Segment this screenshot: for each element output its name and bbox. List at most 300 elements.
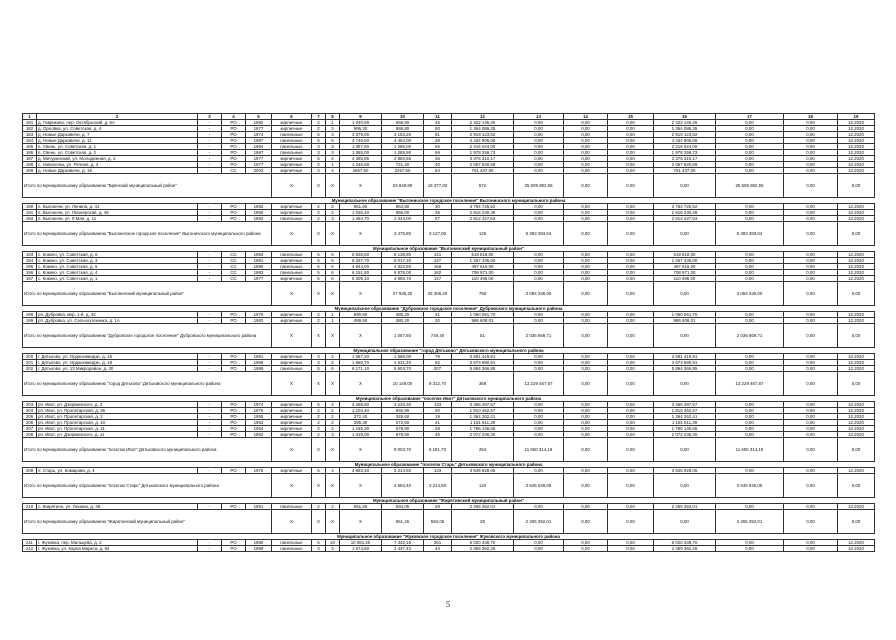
table-cell: 0,00 [514, 126, 564, 132]
table-cell: 1970 [246, 312, 272, 318]
row-number-cell: 182 [23, 126, 37, 132]
table-cell: 12.2020 [838, 210, 875, 216]
table-cell: 0,00 [564, 312, 608, 318]
table-cell: 0,00 [514, 252, 564, 258]
subtotal-cell: 0,00 [784, 474, 838, 498]
table-cell: 349,60 [382, 414, 424, 420]
table-cell: 0,00 [784, 204, 838, 210]
address-cell: с. Жирятино, ул. Ленина, д. 38 [37, 504, 198, 510]
table-cell: 0,00 [564, 150, 608, 156]
table-cell: 69 [424, 150, 452, 156]
table-cell: 12.2020 [838, 366, 875, 372]
table-cell: 519 818,00 [452, 252, 514, 258]
table-cell: 2 [312, 162, 326, 168]
table-cell: 0,00 [514, 420, 564, 426]
subtotal-cell: 0,00 [608, 510, 654, 534]
table-cell: 4 683,40 [340, 468, 382, 474]
column-number: 12 [452, 114, 514, 120]
table-cell: 2 [312, 318, 326, 324]
table-cell: 3 153,20 [382, 132, 424, 138]
subtotal-cell: 0,00 [608, 474, 654, 498]
subtotal-cell: 0,00 [784, 324, 838, 348]
table-cell: 0,00 [514, 426, 564, 432]
row-number-cell: 202 [23, 366, 37, 372]
table-cell: 0,00 [716, 432, 784, 438]
table-cell: 1962 [246, 432, 272, 438]
table-cell: 0,00 [514, 120, 564, 126]
column-number: 14 [564, 114, 608, 120]
table-cell: 1954 [246, 426, 272, 432]
table-cell: панельные [272, 366, 312, 372]
table-cell: 0,00 [716, 276, 784, 282]
table-cell: 4 434 905,06 [452, 138, 514, 144]
table-cell: 44 [424, 546, 452, 552]
table-cell: - [198, 408, 222, 414]
table-cell: кирпичные [272, 432, 312, 438]
table-cell: 0,00 [608, 540, 654, 546]
table-cell: 12.2020 [838, 546, 875, 552]
table-cell: 372,40 [340, 414, 382, 420]
subtotal-cell: 2 036 669,71 [514, 324, 564, 348]
table-cell: РО [222, 360, 246, 366]
table-cell: 3 [312, 168, 326, 174]
subtotal-cell: 749,40 [424, 324, 452, 348]
table-cell: 0,00 [784, 264, 838, 270]
subtotal-cell: X [340, 222, 382, 246]
subtotal-label: Итого по муниципальному образованию "поселок Ивот" Дятьковского муниципального района [23, 438, 272, 462]
table-cell: 0,00 [564, 204, 608, 210]
table-cell: 261 [424, 540, 452, 546]
subtotal-cell: 594,05 [424, 510, 452, 534]
subtotal-cell: X [326, 222, 340, 246]
table-cell: 0,00 [608, 150, 654, 156]
table-cell: 0,00 [716, 540, 784, 546]
subtotal-cell: 3 094 336,00 [716, 282, 784, 306]
table-cell: 0,00 [608, 168, 654, 174]
table-cell: 12.2020 [838, 420, 875, 426]
subtotal-cell: 0,00 [608, 324, 654, 348]
table-cell: 0,00 [564, 504, 608, 510]
page-number: 5 [446, 600, 450, 609]
table-cell: 50 [424, 126, 452, 132]
subtotal-cell: 133 [452, 474, 514, 498]
table-cell: 0,00 [564, 318, 608, 324]
subtotal-cell: X [272, 222, 312, 246]
subtotal-cell: 9 383 383,64 [514, 222, 564, 246]
table-cell: 0,00 [608, 144, 654, 150]
table-cell: 81 [424, 132, 452, 138]
table-cell: панельные [272, 138, 312, 144]
table-cell: РО [222, 144, 246, 150]
table-cell: 0,00 [608, 132, 654, 138]
table-cell: 0,00 [514, 276, 564, 282]
table-cell: 0,00 [608, 414, 654, 420]
subtotal-cell: 1 067,60 [382, 324, 424, 348]
table-cell: 6 [326, 270, 340, 276]
subtotal-cell: X [312, 222, 326, 246]
table-cell: 1 387,60 [340, 144, 382, 150]
table-cell: 4 [326, 168, 340, 174]
table-cell: СС [222, 168, 246, 174]
table-cell: 30 [424, 204, 452, 210]
table-cell: 3 673 680,91 [452, 360, 514, 366]
subtotal-cell: 51 [452, 324, 514, 348]
table-cell: - [198, 468, 222, 474]
address-cell: г. Дятьково, ул. Орджоникидзе, д. 18 [37, 360, 198, 366]
table-cell: 0,00 [716, 318, 784, 324]
table-cell: 1 103,40 [340, 408, 382, 414]
table-cell: 57 [424, 216, 452, 222]
table-cell: 207 [424, 366, 452, 372]
table-cell: 1 364 262,41 [654, 414, 716, 420]
table-cell: - [198, 138, 222, 144]
table-cell: 1 531,40 [382, 360, 424, 366]
capital-repair-register-table [22, 113, 875, 552]
table-cell: 6 020 349,70 [452, 540, 514, 546]
subtotal-cell: 29 [452, 510, 514, 534]
table-cell: 1 285,50 [382, 150, 424, 156]
table-cell: 1982 [246, 318, 272, 324]
table-cell: 0,00 [564, 162, 608, 168]
subtotal-row [23, 222, 875, 246]
table-cell: кирпичные [272, 276, 312, 282]
table-cell: 0,00 [514, 162, 564, 168]
table-cell: 0,00 [514, 366, 564, 372]
table-cell: 0,00 [608, 204, 654, 210]
table-cell: 6 020 349,70 [654, 540, 716, 546]
table-cell: 0,00 [564, 216, 608, 222]
table-cell: 2 [312, 414, 326, 420]
table-cell: 12.2020 [838, 360, 875, 366]
table-cell: 21 [424, 420, 452, 426]
table-cell: 4 468,80 [340, 402, 382, 408]
row-number-cell: 204 [23, 408, 37, 414]
table-cell: 3 [312, 546, 326, 552]
address-cell: д. Новые Дарковичи, д. 7 [37, 132, 198, 138]
table-cell: 0,00 [784, 468, 838, 474]
subtotal-cell: 25 306,20 [424, 282, 452, 306]
address-cell: с. Кокино, ул. Советская, д. 4 [37, 270, 198, 276]
table-cell: 1 978 259,73 [452, 150, 514, 156]
subtotal-cell: 0,00 [838, 438, 875, 462]
table-cell: 2 067 620,69 [654, 162, 716, 168]
table-cell: 0,00 [716, 132, 784, 138]
table-cell: 380,20 [382, 318, 424, 324]
column-number: 10 [382, 114, 424, 120]
table-cell: СС [222, 264, 246, 270]
table-cell: 12.2020 [838, 258, 875, 264]
table-cell: 79 [424, 354, 452, 360]
subtotal-row [23, 174, 875, 198]
table-cell: 0,00 [608, 156, 654, 162]
table-cell: 12.2020 [838, 204, 875, 210]
address-cell: г. Дятьково, ул. 13 Микрорайон, д. 30 [37, 366, 198, 372]
row-number-cell: 191 [23, 210, 37, 216]
table-cell: 0,00 [716, 420, 784, 426]
address-cell: рп. Ивот, ул. Дзержинского, д. 11 [37, 432, 198, 438]
subtotal-cell: X [326, 474, 340, 498]
subtotal-cell: 0,00 [608, 174, 654, 198]
table-cell: 0,00 [716, 414, 784, 420]
table-cell: 1958 [246, 360, 272, 366]
subtotal-cell: 0,00 [608, 282, 654, 306]
table-cell: РО [222, 402, 246, 408]
subtotal-cell: X [312, 174, 326, 198]
table-cell: кирпичные [272, 318, 312, 324]
subtotal-cell: 3 645 928,05 [514, 474, 564, 498]
subtotal-row [23, 510, 875, 534]
subtotal-cell: 3 127,00 [424, 222, 452, 246]
table-cell: 0,00 [608, 138, 654, 144]
subtotal-cell: 0,00 [654, 372, 716, 396]
subtotal-cell: X [272, 438, 312, 462]
table-cell: кирпичные [272, 426, 312, 432]
table-cell: 0,00 [514, 156, 564, 162]
table-cell: 2 [312, 120, 326, 126]
table-cell: 0,00 [514, 402, 564, 408]
subtotal-cell: 0,00 [564, 282, 608, 306]
table-cell: 2 067 620,69 [452, 162, 514, 168]
table-cell: 1 674,50 [340, 546, 382, 552]
subtotal-cell: 651,26 [382, 510, 424, 534]
table-cell: 1984 [246, 144, 272, 150]
table-cell: 45 [424, 120, 452, 126]
address-cell: с. Кокино, ул. Советская, д. 5 [37, 264, 198, 270]
table-cell: 0,00 [784, 168, 838, 174]
table-cell: 0,00 [608, 366, 654, 372]
column-number: 13 [514, 114, 564, 120]
table-cell: 4 [326, 402, 340, 408]
table-cell: кирпичные [272, 126, 312, 132]
table-cell: 6 [326, 252, 340, 258]
address-cell: п. Старь, ул. Комарова, д. 4 [37, 468, 198, 474]
table-cell: кирпичные [272, 156, 312, 162]
table-cell: - [198, 264, 222, 270]
table-cell: РО [222, 126, 246, 132]
table-cell: 0,00 [514, 354, 564, 360]
table-cell: 0,00 [564, 426, 608, 432]
table-cell: 854,80 [382, 204, 424, 210]
address-cell: д. Новые Дарковичи, д. 16 [37, 168, 198, 174]
subtotal-cell: 4 683,40 [382, 474, 424, 498]
table-cell: 0,00 [608, 216, 654, 222]
table-cell: кирпичные [272, 162, 312, 168]
table-cell: 1984 [246, 252, 272, 258]
table-cell: 0,00 [784, 360, 838, 366]
table-cell: РО [222, 408, 246, 414]
table-cell: 0,00 [514, 360, 564, 366]
table-cell: РО [222, 318, 246, 324]
table-cell: - [198, 402, 222, 408]
table-cell: 3 [326, 216, 340, 222]
table-cell: 3 754 725,52 [654, 204, 716, 210]
subtotal-row [23, 474, 875, 498]
row-number-cell: 201 [23, 360, 37, 366]
table-cell: 2257,60 [382, 168, 424, 174]
table-cell: 0,00 [564, 168, 608, 174]
address-cell: г. Жуковка, ул. Карла Маркса, д. 84 [37, 546, 198, 552]
municipality-heading: Муниципальное образование "Жуковское городское поселение" Жуковского муниципального района [23, 534, 875, 540]
subtotal-cell: X [340, 372, 382, 396]
table-cell: 2 [312, 408, 326, 414]
table-cell: 1982 [246, 204, 272, 210]
table-cell: 5 [312, 402, 326, 408]
table-cell: РО [222, 366, 246, 372]
row-number-cell: 205 [23, 414, 37, 420]
table-cell: 0,00 [784, 276, 838, 282]
table-cell: - [198, 546, 222, 552]
row-number-cell: 208 [23, 432, 37, 438]
table-cell: РО [222, 420, 246, 426]
subtotal-cell: 0,00 [784, 282, 838, 306]
table-cell: РО [222, 216, 246, 222]
column-number: 1 [23, 114, 37, 120]
subtotal-cell: 0,00 [654, 324, 716, 348]
table-cell: 5 603,70 [382, 366, 424, 372]
table-cell: 0,00 [716, 360, 784, 366]
subtotal-cell: 264 [452, 438, 514, 462]
table-cell: 497 616,00 [452, 264, 514, 270]
table-cell: 0,00 [608, 408, 654, 414]
table-cell: 29 [424, 504, 452, 510]
subtotal-cell: X [312, 474, 326, 498]
subtotal-cell: 0,00 [654, 510, 716, 534]
table-cell: 0,00 [514, 312, 564, 318]
subtotal-cell: X [272, 282, 312, 306]
table-cell: панельные [272, 132, 312, 138]
table-cell: 395,30 [340, 420, 382, 426]
table-cell: 12.2020 [838, 168, 875, 174]
column-number: 3 [198, 114, 222, 120]
address-cell: с. Кокино, ул. Советская, д. 3 [37, 258, 198, 264]
table-cell: 4 749,50 [340, 138, 382, 144]
address-cell: рп. Дубровка, мкр. 1-й, д. 42 [37, 312, 198, 318]
table-cell: 5 337,70 [340, 258, 382, 264]
table-cell: - [198, 216, 222, 222]
table-cell: 12.2020 [838, 270, 875, 276]
address-cell: п. Выгоничи, ул. Пионерская, д. 45 [37, 210, 198, 216]
table-cell: панельные [272, 546, 312, 552]
subtotal-label: Итого по муниципальному образованию "город Дятьково" Дятьковского муниципального района [23, 372, 272, 396]
table-cell: 2 [312, 204, 326, 210]
table-cell: 385,20 [382, 312, 424, 318]
subtotal-cell: 0,00 [838, 372, 875, 396]
table-cell: 65 [424, 144, 452, 150]
table-cell: 0,00 [784, 144, 838, 150]
table-cell: 0,00 [784, 162, 838, 168]
row-number-cell: 193 [23, 252, 37, 258]
table-cell: 0,00 [608, 264, 654, 270]
subtotal-label: Итого по муниципальному образованию "Жирятинский муниципальный район" [23, 510, 272, 534]
subtotal-cell: X [340, 510, 382, 534]
table-cell: 20 [424, 408, 452, 414]
table-cell: 0,00 [514, 150, 564, 156]
subtotal-cell: 3 214,60 [424, 474, 452, 498]
table-cell: 0,00 [514, 318, 564, 324]
table-cell: 0,00 [608, 432, 654, 438]
table-cell: 0,00 [716, 138, 784, 144]
table-cell: 1981 [246, 258, 272, 264]
table-cell: 0,00 [784, 156, 838, 162]
subtotal-cell: 0,00 [784, 510, 838, 534]
subtotal-cell: 0,00 [564, 510, 608, 534]
table-cell: 3 214,60 [382, 468, 424, 474]
table-cell: 2 [312, 126, 326, 132]
table-cell: РО [222, 210, 246, 216]
address-cell: п. Свень, ул. Советская, д. 1 [37, 144, 198, 150]
subtotal-cell: 0,00 [608, 222, 654, 246]
address-cell: рп. Ивот, ул. Пролетарская, д. 36 [37, 408, 198, 414]
subtotal-cell: X [326, 324, 340, 348]
table-cell: 0,00 [564, 360, 608, 366]
table-cell: 5 [312, 276, 326, 282]
table-cell: 2 [312, 312, 326, 318]
table-cell: 1 343,00 [382, 216, 424, 222]
table-cell: 0,00 [564, 210, 608, 216]
table-cell: РО [222, 162, 246, 168]
subtotal-cell: 0,00 [654, 222, 716, 246]
table-cell: РО [222, 504, 246, 510]
table-cell: кирпичные [272, 408, 312, 414]
table-cell: 1 810 462,67 [654, 408, 716, 414]
table-cell: 0,00 [564, 408, 608, 414]
table-cell: 1 364 262,41 [452, 414, 514, 420]
table-cell: 5 [312, 132, 326, 138]
table-cell: 0,00 [608, 504, 654, 510]
table-cell: 36 [424, 156, 452, 162]
table-cell: 2 919 123,82 [452, 132, 514, 138]
table-cell: 30 [424, 318, 452, 324]
table-cell: 0,00 [784, 150, 838, 156]
table-cell: 0,00 [716, 120, 784, 126]
table-cell: 1 364 086,35 [452, 126, 514, 132]
table-cell: РО [222, 414, 246, 420]
column-number: 16 [654, 114, 716, 120]
subtotal-cell: 9 312,70 [424, 372, 452, 396]
table-cell: 6 [326, 138, 340, 144]
table-cell: 1991 [246, 504, 272, 510]
table-cell: 28 [424, 426, 452, 432]
subtotal-cell: X [312, 324, 326, 348]
table-cell: кирпичные [272, 360, 312, 366]
subtotal-cell: 0,00 [838, 282, 875, 306]
table-cell: 0,00 [564, 252, 608, 258]
table-cell: 3 681 419,91 [654, 354, 716, 360]
table-cell: 0,00 [784, 318, 838, 324]
table-cell: 0,00 [716, 258, 784, 264]
column-number: 6 [272, 114, 312, 120]
table-cell: 0,00 [716, 270, 784, 276]
subtotal-cell: X [272, 474, 312, 498]
subtotal-cell: 0,00 [784, 174, 838, 198]
table-cell: - [198, 318, 222, 324]
table-cell: 2 [326, 408, 340, 414]
table-cell: 1 766 145,65 [654, 426, 716, 432]
table-cell: - [198, 366, 222, 372]
row-number-cell: 200 [23, 354, 37, 360]
table-cell: 0,00 [608, 312, 654, 318]
table-cell: 1980 [246, 264, 272, 270]
table-cell: 2 216 024,00 [452, 144, 514, 150]
table-cell: 5 [312, 258, 326, 264]
table-cell: 0,00 [564, 144, 608, 150]
table-cell: 2 216 024,00 [654, 144, 716, 150]
table-cell: 2 359 362,26 [452, 546, 514, 552]
table-cell: 0,00 [716, 504, 784, 510]
address-cell: рп. Ивот, ул. Пролетарская, д. 10 [37, 420, 198, 426]
subtotal-cell: 0,00 [838, 174, 875, 198]
table-cell: 4 322,50 [382, 264, 424, 270]
